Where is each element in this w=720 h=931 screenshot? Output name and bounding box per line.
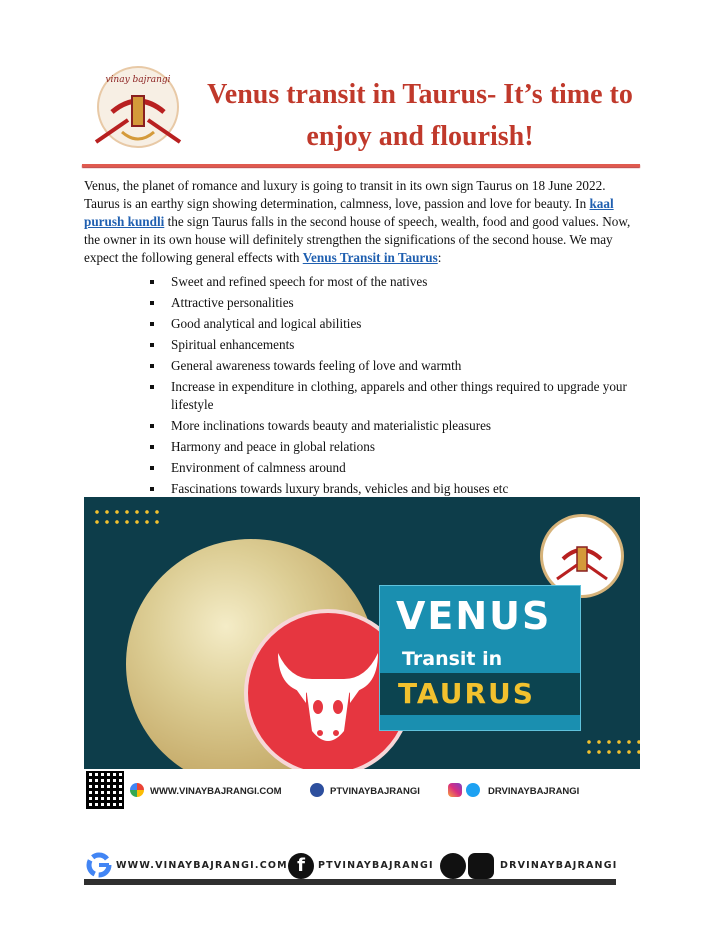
venus-transit-banner [84, 497, 640, 813]
page-footer [84, 847, 616, 887]
decorative-dots [92, 507, 162, 527]
list-item: General awareness towards feeling of love and warmth [150, 357, 640, 375]
qr-code [86, 771, 124, 809]
list-item: Increase in expenditure in clothing, apparels and other things required to upgrade your lifestyle [150, 378, 640, 414]
decorative-dots [584, 737, 640, 757]
instagram-icon [448, 783, 462, 797]
header-divider [82, 164, 640, 167]
list-item: Good analytical and logical abilities [150, 315, 640, 333]
logo-text: vinay bajrangi [105, 75, 171, 85]
list-item: Harmony and peace in global relations [150, 438, 640, 456]
twitter-icon [466, 783, 480, 797]
vinay-bajrangi-logo [82, 62, 200, 152]
list-item: Spiritual enhancements [150, 336, 640, 354]
taurus-band [380, 673, 580, 715]
banner-social-text: DRVINAYBAJRANGI [488, 786, 580, 797]
banner-footer [84, 769, 640, 813]
google-icon [130, 783, 144, 797]
footer-website-text[interactable]: WWW.VINAYBAJRANGI.COM [116, 860, 288, 871]
venus-transit-link[interactable]: Venus Transit in Taurus [302, 250, 438, 265]
footer-facebook-text[interactable]: PTVINAYBAJRANGI [318, 860, 434, 871]
facebook-icon [310, 783, 324, 797]
intro-text-1: Venus, the planet of romance and luxury is going to transit in its own sign Taurus on 18 June 2022. Taurus is an earthy sign showing determination, calmness, love, passion and love for beauty. In [84, 178, 606, 211]
facebook-icon[interactable]: f [288, 853, 314, 879]
intro-paragraph [84, 177, 640, 267]
banner-facebook-text: PTVINAYBAJRANGI [330, 786, 420, 797]
list-item: Fascinations towards luxury brands, vehicles and big houses etc [150, 480, 640, 498]
instagram-icon[interactable] [468, 853, 494, 879]
list-item: Sweet and refined speech for most of the natives [150, 273, 640, 291]
google-icon [86, 852, 112, 878]
intro-text-2: the sign Taurus falls in the second house of speech, wealth, food and good values. Now, the owner in its own house will definitely strengthen the significations of the second house. We may expect the following general effects with [84, 214, 631, 265]
banner-venus-text: VENUS [396, 594, 552, 638]
effects-list [150, 273, 640, 501]
banner-website-text: WWW.VINAYBAJRANGI.COM [150, 786, 282, 797]
banner-taurus-text: TAURUS [398, 677, 535, 710]
footer-bar [84, 879, 616, 885]
banner-logo [543, 517, 621, 595]
banner-transit-text: Transit in [402, 648, 503, 670]
list-item: Environment of calmness around [150, 459, 640, 477]
list-item: Attractive personalities [150, 294, 640, 312]
intro-text-3: : [437, 250, 442, 265]
page-title: Venus transit in Taurus- It’s time to enjoy and flourish! [207, 79, 633, 152]
twitter-icon[interactable] [440, 853, 466, 879]
list-item: More inclinations towards beauty and materialistic pleasures [150, 417, 640, 435]
footer-social-text[interactable]: DRVINAYBAJRANGI [500, 860, 618, 871]
kaal-purush-kundli-link[interactable]: kaal purush kundli [84, 196, 614, 229]
